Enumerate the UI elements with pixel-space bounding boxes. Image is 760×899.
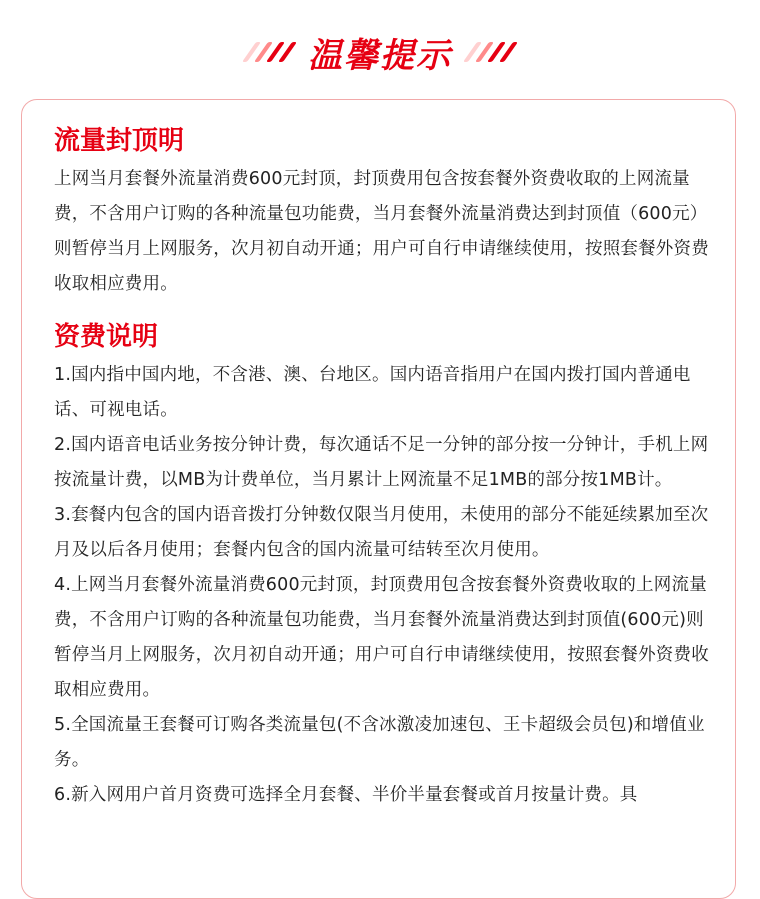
paragraph: 3.套餐内包含的国内语音拨打分钟数仅限当月使用，未使用的部分不能延续累加至次月及以后各月使用；套餐内包含的国内流量可结转至次月使用。	[54, 505, 709, 560]
paragraph: 5.全国流量王套餐可订购各类流量包(不含冰激凌加速包、王卡超级会员包)和增值业务。	[54, 715, 705, 770]
paragraph: 2.国内语音电话业务按分钟计费，每次通话不足一分钟的部分按一分钟计，手机上网按流量计费，以MB为计费单位，当月累计上网流量不足1MB的部分按1MB计。	[54, 435, 709, 490]
section-title: 资费说明	[54, 322, 159, 352]
paragraph: 6.新入网用户首月资费可选择全月套餐、半价半量套餐或首月按量计费。具	[54, 785, 638, 805]
notice-content	[54, 120, 714, 813]
section-title: 流量封顶明	[54, 126, 185, 156]
notice-card	[21, 99, 736, 899]
section-traffic-cap	[54, 120, 714, 302]
paragraph: 4.上网当月套餐外流量消费600元封顶，封顶费用包含按套餐外资费收取的上网流量费，不含用户订购的各种流量包功能费，当月套餐外流量消费达到封顶值(600元)则暂停当月上网服务，次月初自动开通；用户可自行申请继续使用，按照套餐外资费收取相应费用。	[54, 575, 709, 700]
page-header	[0, 22, 760, 82]
page-title: 温馨提示	[308, 35, 452, 76]
paragraph: 上网当月套餐外流量消费600元封顶，封顶费用包含按套餐外资费收取的上网流量费，不含用户订购的各种流量包功能费，当月套餐外流量消费达到封顶值（600元）则暂停当月上网服务，次月初自动开通；用户可自行申请继续使用，按照套餐外资费收取相应费用。	[54, 169, 709, 294]
paragraph: 1.国内指中国内地，不含港、澳、台地区。国内语音指用户在国内拨打国内普通电话、可视电话。	[54, 365, 691, 420]
section-tariff-notes	[54, 316, 714, 813]
slash-stripes-icon	[249, 42, 290, 62]
slash-stripes-icon	[470, 42, 511, 62]
